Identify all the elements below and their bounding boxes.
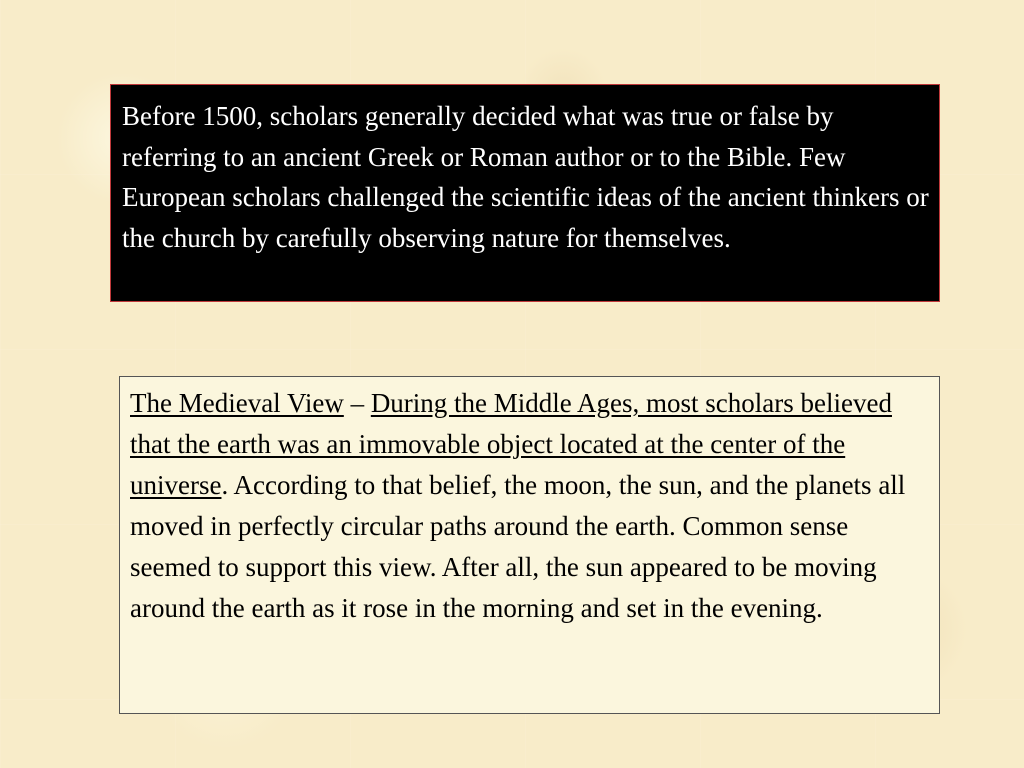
medieval-paragraph: [130, 383, 933, 629]
intro-paragraph: Before 1500, scholars generally decided what was true or false by referring to an ancient Greek or Roman author or to the Bible. Few European scholars challenged the scientific ideas of the ancient thinkers or the church by carefully observing nature for themselves.: [122, 101, 929, 253]
heading-dash: –: [343, 388, 371, 418]
medieval-view-text-box: [119, 376, 940, 714]
medieval-key-statement: During the Middle Ages, most scholars believed that the earth was an immovable object located at the center of the universe: [130, 388, 892, 500]
medieval-body-text: . According to that belief, the moon, the sun, and the planets all moved in perfectly circular paths around the earth. Common sense seemed to support this view. After all, the sun appeared to be moving around the earth as it rose in the morning and set in the evening.: [130, 470, 906, 623]
medieval-view-heading: The Medieval View: [130, 388, 344, 418]
intro-text-box: [110, 84, 940, 302]
